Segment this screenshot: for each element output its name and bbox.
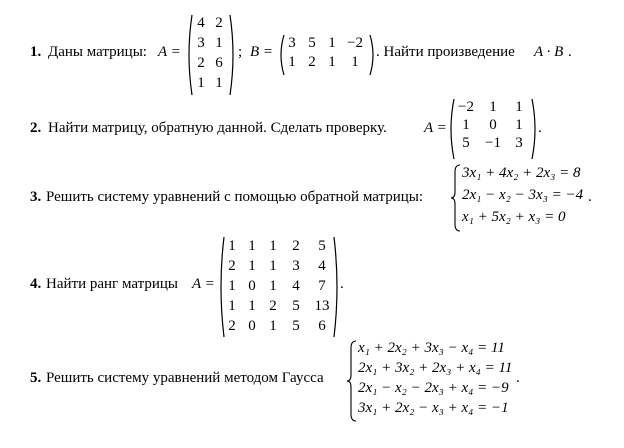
matrix-cell: 5 [292,298,300,314]
equation: 3x₁ + 2x₂ − x₃ + x₄ = −1 [358,400,509,416]
matrix-cell: 5 [308,35,316,51]
matrix-a [452,99,532,152]
matrix-a [222,238,336,335]
matrix-b-label: B = [250,44,274,60]
matrix-cell: 2 [228,258,236,274]
matrix-cell: 1 [228,278,236,294]
equation: 2x₁ − x₂ − 2x₃ + x₄ = −9 [358,380,509,396]
problem-1-end: . [568,44,572,60]
problem-3-text: Решить систему уравнений с помощью обратной матрицы: [46,189,424,205]
matrix-cell: 2 [308,54,316,70]
matrix-cell: 2 [228,318,236,334]
separator: ; [238,44,243,60]
matrix-cell: −2 [458,99,474,115]
problem-2-text: Найти матрицу, обратную данной. Сделать проверку. [48,120,387,136]
problem-2-end: . [538,120,542,136]
matrix-cell: 5 [318,238,326,254]
problem-1-number: 1. [30,44,42,60]
matrix-cell: 1 [328,54,336,70]
matrix-cell: 3 [197,35,205,51]
matrix-cell: 13 [314,298,330,314]
matrix-cell: 1 [269,318,277,334]
matrix-cell: 6 [215,55,223,71]
equation-system [462,162,583,228]
matrix-cell: 1 [515,117,523,133]
matrix-cell: 1 [197,75,205,91]
matrix-cell: 0 [248,318,256,334]
matrix-cell: 3 [288,35,296,51]
matrix-cell: 2 [269,298,277,314]
matrix-cell: 1 [215,35,223,51]
matrix-cell: 1 [489,99,497,115]
problem-3-end: . [588,189,592,205]
matrix-cell: 1 [248,298,256,314]
matrix-cell: 1 [215,75,223,91]
matrix-cell: 3 [515,135,523,151]
equation: 3x₁ + 4x₂ + 2x₃ = 8 [462,165,581,181]
matrix-a-label: A = [192,276,215,292]
matrix-cell: 2 [197,55,205,71]
problem-5-end: . [516,370,520,386]
matrix-cell: 1 [269,258,277,274]
product-expression: A · B [534,44,564,60]
matrix-b [282,35,368,71]
problem-5-text: Решить систему уравнений методом Гаусса [46,370,324,386]
matrix-cell: 1 [515,99,523,115]
matrix-cell: 5 [292,318,300,334]
matrix-cell: 7 [318,278,326,294]
matrix-cell: 2 [292,238,300,254]
matrix-cell: −1 [485,135,501,151]
matrix-cell: −2 [347,35,363,51]
problem-5-number: 5. [30,370,42,386]
matrix-cell: 1 [288,54,296,70]
matrix-cell: 2 [215,15,223,31]
problem-4 [0,232,624,340]
matrix-cell: 1 [248,238,256,254]
equation: x₁ + 2x₂ + 3x₃ − x₄ = 11 [358,340,505,356]
matrix-cell: 3 [292,258,300,274]
problem-1-text: Даны матрицы: [48,44,147,60]
equation: 2x₁ + 3x₂ + 2x₃ + x₄ = 11 [358,360,513,376]
matrix-cell: 1 [248,258,256,274]
matrix-cell: 0 [248,278,256,294]
brace-icon [450,164,462,232]
problem-3-number: 3. [30,189,42,205]
problem-4-end: . [340,276,344,292]
matrix-a-label: A = [424,120,447,136]
matrix-cell: 1 [228,298,236,314]
matrix-a-label: A = [158,44,181,60]
matrix-a [192,15,228,92]
matrix-cell: 5 [462,135,470,151]
matrix-cell: 1 [462,117,470,133]
matrix-cell: 6 [318,318,326,334]
matrix-cell: 1 [328,35,336,51]
matrix-cell: 4 [292,278,300,294]
problem-1 [0,0,624,100]
equation: x₁ + 5x₂ + x₃ = 0 [462,209,566,225]
matrix-cell: 0 [489,117,497,133]
problem-3 [0,160,624,232]
problem-2-number: 2. [30,120,42,136]
right-paren-icon [228,14,238,96]
brace-icon [346,340,358,422]
problem-4-text: Найти ранг матрицы [46,276,178,292]
matrix-cell: 1 [269,238,277,254]
equation: 2x₁ − x₂ − 3x₃ = −4 [462,187,584,203]
problem-5 [0,338,624,448]
matrix-cell: 1 [269,278,277,294]
matrix-cell: 4 [197,15,205,31]
problem-1-tail: . Найти произведение [376,44,515,60]
problem-4-number: 4. [30,276,42,292]
equation-system [358,338,512,418]
matrix-cell: 1 [351,54,359,70]
problem-2 [0,96,624,160]
matrix-cell: 1 [228,238,236,254]
matrix-cell: 4 [318,258,326,274]
